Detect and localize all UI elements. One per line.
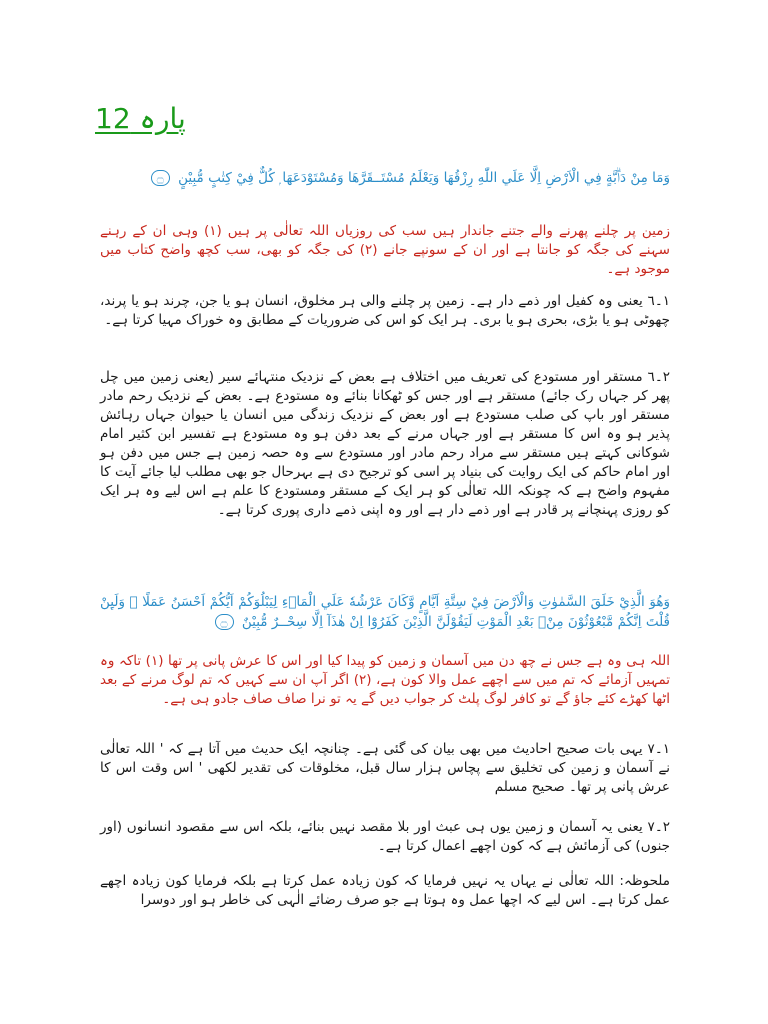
ayah-text <box>100 168 670 188</box>
footnote: ١۔٧ یہی بات صحیح احادیث میں بھی بیان کی گئی ہے۔ چنانچہ ایک حدیث میں آتا ہے کہ ' اللہ تعالٰی نے آسمان و زمین کی تخلیق سے پچاس ہزار سال قبل، مخلوقات کی تقدیر لکھی ' اس وقت اس کا عرش پانی پر تھا۔ صحیح مسلم <box>100 741 670 795</box>
ayah-end-mark: ۝ <box>215 614 234 630</box>
ayah-end-mark: ۝ <box>151 170 170 186</box>
footnote: ١۔٦ یعنی وہ کفیل اور ذمے دار ہے۔ زمین پر چلنے والی ہر مخلوق، انسان ہو یا جن، چرند ہو یا پرند، چھوٹی ہو یا بڑی، بحری ہو یا بری۔ ہر ایک کو اس کی ضروریات کے مطابق وہ خوراک مہیا کرتا ہے۔ <box>100 293 670 328</box>
footnote: ملحوظہ: اللہ تعالٰی نے یہاں یہ نہیں فرمایا کہ کون زیادہ عمل کرتا ہے بلکہ فرمایا کون زیادہ اچھے عمل کرتا ہے۔ اس لیے کہ اچھا عمل وہ ہوتا ہے جو صرف رضائے الٰہی کی خاطر ہو اور دوسرا <box>100 873 670 908</box>
footnote: ٢۔٧ یعنی یہ آسمان و زمین یوں ہی عبث اور بلا مقصد نہیں بنائے، بلکہ اس سے مقصود انسانوں (اور جنوں) کی آزمائش ہے کہ کون اچھے اعمال کرتا ہے۔ <box>100 819 670 854</box>
ayah-translation: اللہ ہی وہ ہے جس نے چھ دن میں آسمان و زمین کو پیدا کیا اور اس کا عرش پانی پر تھا (١) تاکہ وہ تمہیں آزمائے کہ تم میں سے اچھے عمل والا کون ہے، (٢) اگر آپ ان سے کہیں کہ تم لوگ مرنے کے بعد اٹھا کھڑے کئے جاؤ گے تو کافر لوگ پلٹ کر جواب دیں گے یہ تو نرا صاف صاف جادو ہی ہے۔ <box>100 653 671 707</box>
ayah-text <box>100 592 670 632</box>
ayah-arabic: وَهُوَ الَّذِيْ خَلَقَ السَّمٰوٰتِ وَالْاَرْضَ فِيْ سِتَّةِ اَيَّامٍ وَّكَانَ عَرْشُهٗ عَلَي الْمَاۗءِ لِيَبْلُوَكُمْ اَيُّكُمْ اَحْسَنُ عَمَلًا ۭ وَلَىِٕنْ قُلْتَ اِنَّكُمْ مَّبْعُوْثُوْنَ مِنْۢ بَعْدِ الْمَوْتِ لَيَقُوْلَنَّ الَّذِيْنَ كَفَرُوْٓا اِنْ هٰذَآ اِلَّا سِحْــرٌ مُّبِيْنٌ <box>100 594 670 630</box>
ayah-arabic: وَمَا مِنْ دَاۗبَّةٍ فِي الْاَرْضِ اِلَّا عَلَي اللّٰهِ رِزْقُهَا وَيَعْلَمُ مُسْتَــقَرَّهَا وَمُسْتَوْدَعَهَا ۭ كُلٌّ فِيْ كِتٰبٍ مُّبِيْنٍ <box>178 170 670 186</box>
page-title: پارہ 12 <box>95 102 186 135</box>
ayah-translation: زمین پر چلنے پھرنے والے جتنے جاندار ہیں سب کی روزیاں اللہ تعالٰی پر ہیں (١) وہی ان کے رہنے سہنے کی جگہ کو جانتا ہے اور ان کے سونپے جانے (٢) کی جگہ کو بھی، سب کچھ واضح کتاب میں موجود ہے۔ <box>100 223 671 277</box>
footnote: ٢۔٦ مستقر اور مستودع کی تعریف میں اختلاف ہے بعض کے نزدیک منتہائے سیر (یعنی زمین میں چل پھر کر جہاں رک جائے) مستقر ہے اور جس کو ٹھکانا بنائے وہ مستودع ہے۔ بعض کے نزدیک رحم مادر مستقر اور باپ کی صلب مستودع ہے اور بعض کے نزدیک زندگی میں انسان یا حیوان جہاں رہائش پذیر ہو وہ اس کا مستقر ہے اور جہاں مرنے کے بعد دفن ہو وہ مستودع ہے تفسیر ابن کثیر امام شوکانی کہتے ہیں مستقر سے مراد رحم مادر اور مستودع سے وہ حصہ زمین ہے جس میں دفن ہو اور امام حاکم کی ایک روایت کی بنیاد پر اسی کو ترجیح دی ہے بہرحال جو بھی مطلب لیا جائے آیت کا مفہوم واضح ہے کہ چونکہ اللہ تعالٰی کو ہر ایک کے مستقر ومستودع کا علم ہے اس لیے وہ ہر ایک کو روزی پہنچانے پر قادر ہے اور ذمے دار ہے اور وہ اپنی ذمے داری پوری کرتا ہے۔ <box>100 369 670 518</box>
